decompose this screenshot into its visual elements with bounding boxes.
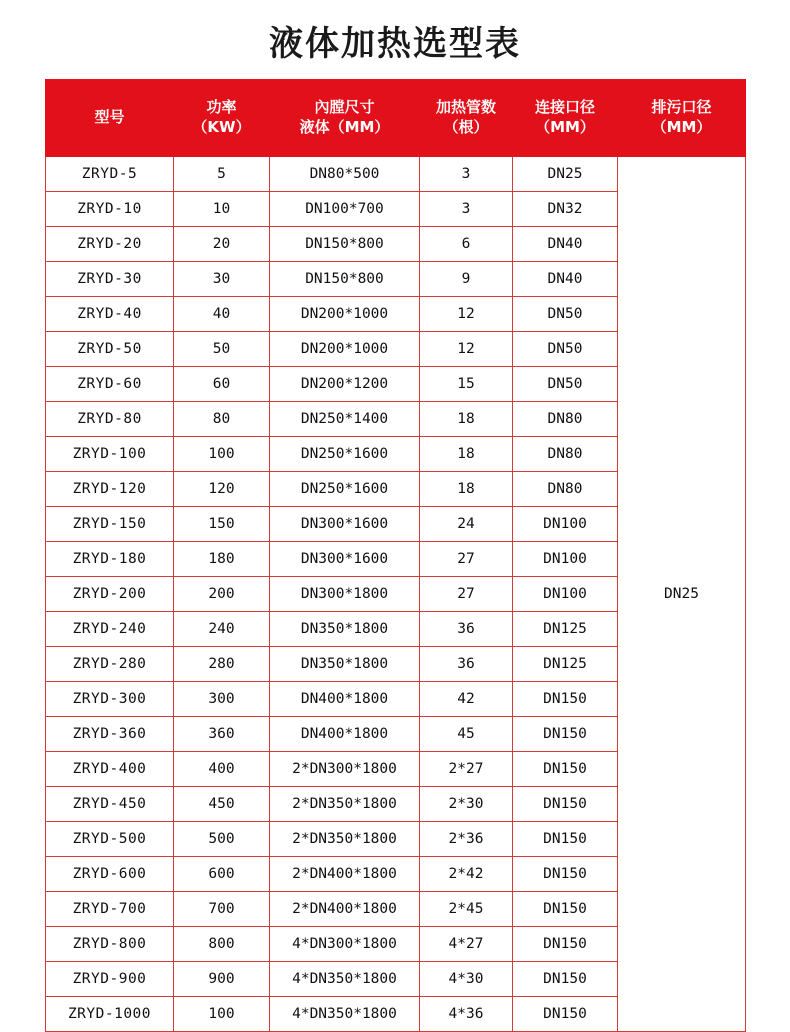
cell-tube-count: 18 (420, 437, 513, 472)
cell-power: 40 (174, 297, 270, 332)
cell-tube-count: 2*42 (420, 857, 513, 892)
cell-chamber-size: DN100*700 (270, 192, 420, 227)
cell-tube-count: 3 (420, 192, 513, 227)
column-header-power (174, 80, 270, 157)
cell-chamber-size: DN400*1800 (270, 682, 420, 717)
cell-model: ZRYD-40 (46, 297, 174, 332)
cell-chamber-size: DN150*800 (270, 262, 420, 297)
table-header (46, 80, 746, 157)
column-header-power-line-1: 功率 (206, 98, 237, 117)
cell-power: 80 (174, 402, 270, 437)
column-header-blowdown-diameter-line-2: （MM） (651, 118, 712, 136)
cell-chamber-size: DN250*1600 (270, 437, 420, 472)
cell-connection-diameter: DN50 (513, 297, 618, 332)
table-body (46, 157, 746, 1032)
cell-power: 400 (174, 752, 270, 787)
cell-chamber-size: DN200*1000 (270, 332, 420, 367)
cell-tube-count: 18 (420, 472, 513, 507)
cell-chamber-size: 2*DN300*1800 (270, 752, 420, 787)
cell-model: ZRYD-500 (46, 822, 174, 857)
cell-connection-diameter: DN32 (513, 192, 618, 227)
cell-power: 180 (174, 542, 270, 577)
cell-power: 240 (174, 612, 270, 647)
cell-model: ZRYD-120 (46, 472, 174, 507)
cell-tube-count: 2*45 (420, 892, 513, 927)
column-header-blowdown-diameter (618, 80, 746, 157)
cell-model: ZRYD-200 (46, 577, 174, 612)
cell-connection-diameter: DN150 (513, 927, 618, 962)
column-header-blowdown-diameter-line-1: 排污口径 (651, 98, 712, 117)
table-row (46, 157, 746, 192)
cell-blowdown-diameter: DN25 (618, 157, 746, 1032)
cell-tube-count: 4*36 (420, 997, 513, 1032)
cell-model: ZRYD-280 (46, 647, 174, 682)
column-header-model-line-1: 型号 (94, 108, 125, 127)
cell-model: ZRYD-450 (46, 787, 174, 822)
cell-connection-diameter: DN150 (513, 892, 618, 927)
cell-connection-diameter: DN150 (513, 857, 618, 892)
cell-model: ZRYD-360 (46, 717, 174, 752)
cell-connection-diameter: DN80 (513, 437, 618, 472)
cell-power: 280 (174, 647, 270, 682)
cell-chamber-size: DN80*500 (270, 157, 420, 192)
cell-power: 10 (174, 192, 270, 227)
cell-model: ZRYD-100 (46, 437, 174, 472)
cell-tube-count: 6 (420, 227, 513, 262)
cell-connection-diameter: DN125 (513, 612, 618, 647)
liquid-heating-spec-table (45, 79, 746, 1032)
column-header-tube-count (420, 80, 513, 157)
cell-connection-diameter: DN80 (513, 402, 618, 437)
cell-chamber-size: DN200*1000 (270, 297, 420, 332)
cell-tube-count: 36 (420, 647, 513, 682)
cell-tube-count: 27 (420, 542, 513, 577)
cell-power: 50 (174, 332, 270, 367)
cell-chamber-size: 2*DN400*1800 (270, 857, 420, 892)
cell-connection-diameter: DN100 (513, 507, 618, 542)
cell-chamber-size: 4*DN300*1800 (270, 927, 420, 962)
cell-tube-count: 27 (420, 577, 513, 612)
cell-model: ZRYD-300 (46, 682, 174, 717)
cell-power: 600 (174, 857, 270, 892)
column-header-connection-diameter-line-2: （MM） (535, 118, 595, 136)
cell-connection-diameter: DN100 (513, 542, 618, 577)
column-header-chamber-size-line-1: 內膛尺寸 (314, 98, 375, 117)
cell-model: ZRYD-50 (46, 332, 174, 367)
cell-power: 100 (174, 997, 270, 1032)
cell-tube-count: 2*30 (420, 787, 513, 822)
cell-chamber-size: 2*DN350*1800 (270, 787, 420, 822)
cell-chamber-size: DN400*1800 (270, 717, 420, 752)
cell-connection-diameter: DN125 (513, 647, 618, 682)
cell-tube-count: 15 (420, 367, 513, 402)
cell-power: 60 (174, 367, 270, 402)
cell-power: 300 (174, 682, 270, 717)
column-header-model (46, 80, 174, 157)
cell-chamber-size: DN300*1800 (270, 577, 420, 612)
cell-connection-diameter: DN150 (513, 962, 618, 997)
cell-model: ZRYD-10 (46, 192, 174, 227)
table-container (0, 79, 790, 1032)
cell-model: ZRYD-240 (46, 612, 174, 647)
cell-power: 120 (174, 472, 270, 507)
cell-power: 700 (174, 892, 270, 927)
cell-model: ZRYD-600 (46, 857, 174, 892)
cell-chamber-size: DN250*1600 (270, 472, 420, 507)
cell-connection-diameter: DN80 (513, 472, 618, 507)
cell-model: ZRYD-30 (46, 262, 174, 297)
cell-tube-count: 3 (420, 157, 513, 192)
cell-model: ZRYD-700 (46, 892, 174, 927)
cell-model: ZRYD-400 (46, 752, 174, 787)
cell-tube-count: 2*27 (420, 752, 513, 787)
cell-model: ZRYD-5 (46, 157, 174, 192)
page-title: 液体加热选型表 (269, 24, 521, 64)
cell-chamber-size: 4*DN350*1800 (270, 997, 420, 1032)
cell-model: ZRYD-1000 (46, 997, 174, 1032)
cell-tube-count: 12 (420, 332, 513, 367)
cell-tube-count: 42 (420, 682, 513, 717)
cell-chamber-size: 4*DN350*1800 (270, 962, 420, 997)
cell-model: ZRYD-60 (46, 367, 174, 402)
cell-power: 360 (174, 717, 270, 752)
cell-chamber-size: DN150*800 (270, 227, 420, 262)
column-header-tube-count-line-2: （根） (443, 118, 489, 136)
cell-chamber-size: DN250*1400 (270, 402, 420, 437)
cell-connection-diameter: DN150 (513, 752, 618, 787)
cell-power: 20 (174, 227, 270, 262)
column-header-connection-diameter-line-1: 连接口径 (534, 98, 595, 117)
table-header-row (46, 80, 746, 157)
cell-model: ZRYD-800 (46, 927, 174, 962)
cell-tube-count: 4*30 (420, 962, 513, 997)
cell-tube-count: 2*36 (420, 822, 513, 857)
cell-tube-count: 45 (420, 717, 513, 752)
cell-power: 500 (174, 822, 270, 857)
cell-tube-count: 12 (420, 297, 513, 332)
cell-chamber-size: 2*DN400*1800 (270, 892, 420, 927)
cell-connection-diameter: DN150 (513, 787, 618, 822)
cell-tube-count: 36 (420, 612, 513, 647)
cell-tube-count: 9 (420, 262, 513, 297)
cell-model: ZRYD-180 (46, 542, 174, 577)
cell-connection-diameter: DN40 (513, 262, 618, 297)
cell-tube-count: 4*27 (420, 927, 513, 962)
cell-model: ZRYD-150 (46, 507, 174, 542)
cell-chamber-size: DN350*1800 (270, 647, 420, 682)
cell-power: 30 (174, 262, 270, 297)
column-header-connection-diameter (513, 80, 618, 157)
cell-chamber-size: 2*DN350*1800 (270, 822, 420, 857)
cell-chamber-size: DN350*1800 (270, 612, 420, 647)
cell-connection-diameter: DN25 (513, 157, 618, 192)
cell-tube-count: 18 (420, 402, 513, 437)
cell-power: 450 (174, 787, 270, 822)
cell-connection-diameter: DN150 (513, 997, 618, 1032)
cell-connection-diameter: DN50 (513, 332, 618, 367)
cell-connection-diameter: DN50 (513, 367, 618, 402)
cell-chamber-size: DN200*1200 (270, 367, 420, 402)
cell-chamber-size: DN300*1600 (270, 542, 420, 577)
cell-power: 150 (174, 507, 270, 542)
cell-chamber-size: DN300*1600 (270, 507, 420, 542)
cell-tube-count: 24 (420, 507, 513, 542)
cell-power: 200 (174, 577, 270, 612)
column-header-chamber-size-line-2: 液体（MM） (299, 118, 390, 136)
column-header-chamber-size (270, 80, 420, 157)
cell-connection-diameter: DN150 (513, 822, 618, 857)
cell-power: 5 (174, 157, 270, 192)
cell-connection-diameter: DN100 (513, 577, 618, 612)
cell-model: ZRYD-20 (46, 227, 174, 262)
cell-power: 900 (174, 962, 270, 997)
column-header-power-line-2: （KW） (192, 118, 251, 136)
column-header-tube-count-line-1: 加热管数 (435, 98, 496, 117)
cell-power: 800 (174, 927, 270, 962)
cell-model: ZRYD-900 (46, 962, 174, 997)
cell-connection-diameter: DN150 (513, 682, 618, 717)
cell-connection-diameter: DN40 (513, 227, 618, 262)
cell-connection-diameter: DN150 (513, 717, 618, 752)
cell-power: 100 (174, 437, 270, 472)
cell-model: ZRYD-80 (46, 402, 174, 437)
